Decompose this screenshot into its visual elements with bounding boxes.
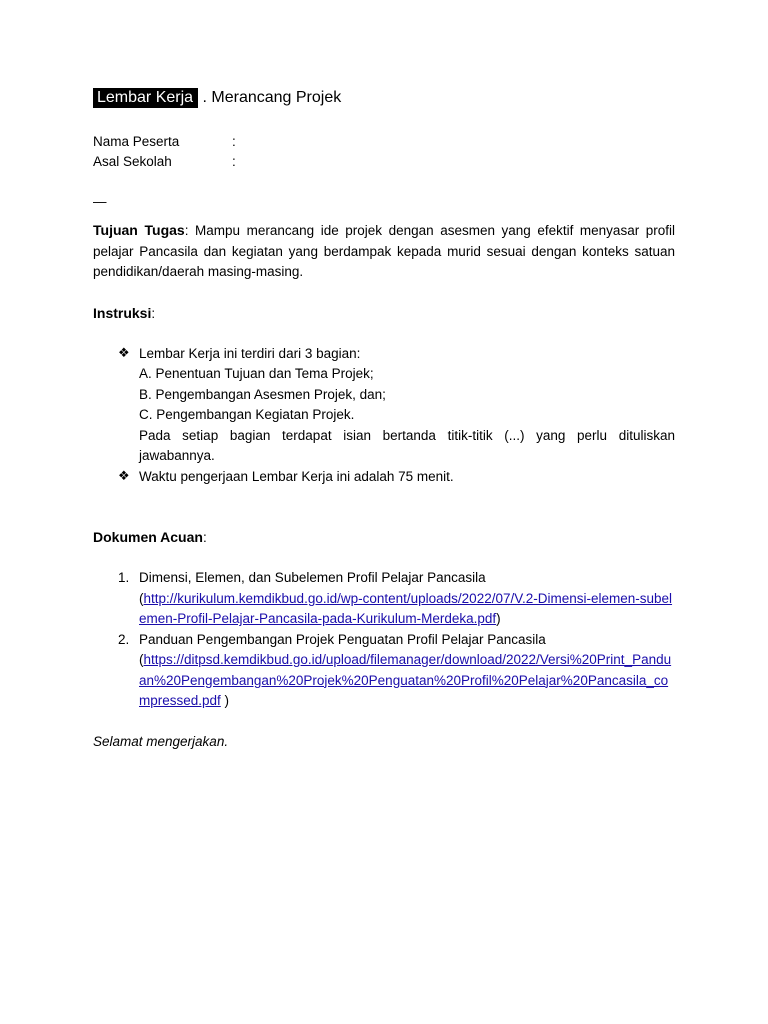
nama-peserta-label: Nama Peserta [93, 134, 180, 149]
instruksi-note: Pada setiap bagian terdapat isian bertanda titik-titik (...) yang perlu dituliskan jawabannya. [139, 427, 675, 463]
list-item [118, 467, 675, 488]
close-paren: ) [496, 611, 501, 626]
diamond-bullet-icon: ❖ [118, 345, 130, 361]
tujuan-label: Tujuan Tugas [93, 222, 185, 238]
instruksi-item-body: Waktu pengerjaan Lembar Kerja ini adalah 75 menit. [139, 468, 454, 484]
dokumen-heading [93, 527, 675, 548]
instruksi-line: A. Penentuan Tujuan dan Tema Projek; [139, 366, 374, 381]
diamond-bullet-icon: ❖ [118, 468, 130, 484]
list-item [118, 630, 675, 712]
identity-fields [93, 132, 675, 172]
reference-link-line [139, 589, 675, 630]
instruksi-line: B. Pengembangan Asesmen Projek, dan; [139, 386, 386, 402]
instruksi-list [93, 344, 675, 488]
tujuan-text: Mampu merancang ide projek dengan asesmen yang efektif menyasar profil pelajar Pancasila dan kegiatan yang berdampak kepada murid sesuai dengan konteks satuan pendidikan/daerah masing-masing. [93, 223, 676, 279]
instruksi-line: C. Pengembangan Kegiatan Projek. [139, 407, 355, 422]
identity-row-nama [93, 132, 675, 152]
identity-row-sekolah [93, 152, 675, 172]
list-item [118, 344, 675, 467]
reference-body [139, 630, 675, 712]
reference-link[interactable]: https://ditpsd.kemdikbud.go.id/upload/filemanager/download/2022/Versi%20Print_Panduan%20Pengembangan%20Projek%20Penguatan%20Profil%20Pelajar%20Pancasila_compressed.pdf [139, 652, 672, 708]
open-paren: ( [139, 590, 144, 606]
title-highlight: Lembar Kerja [93, 88, 198, 108]
divider-dash: — [93, 194, 107, 209]
instruksi-item-body [139, 344, 675, 467]
worksheet-page [93, 86, 675, 752]
open-paren: ( [139, 652, 144, 667]
instruksi-line: Lembar Kerja ini terdiri dari 3 bagian: [139, 345, 361, 361]
instruksi-colon: : [151, 305, 156, 321]
title-text: . Merancang Projek [202, 89, 342, 106]
dokumen-label: Dokumen Acuan [93, 529, 203, 545]
instruksi-heading [93, 303, 675, 324]
nama-peserta-colon: : [232, 134, 236, 149]
list-item [118, 568, 675, 630]
reference-number: 2. [118, 631, 130, 647]
closing-text: Selamat mengerjakan. [93, 733, 229, 749]
reference-title: Dimensi, Elemen, dan Subelemen Profil Pelajar Pancasila [139, 570, 486, 585]
reference-body [139, 568, 675, 630]
reference-title: Panduan Pengembangan Projek Penguatan Profil Pelajar Pancasila [139, 631, 546, 647]
tujuan-paragraph [93, 220, 675, 283]
page-title [93, 86, 675, 110]
reference-link-line [139, 650, 675, 712]
reference-number: 1. [118, 570, 130, 585]
asal-sekolah-label: Asal Sekolah [93, 154, 172, 169]
reference-list [93, 568, 675, 712]
tujuan-colon: : [184, 223, 189, 238]
instruksi-label: Instruksi [93, 304, 152, 321]
dokumen-colon: : [202, 530, 207, 545]
close-paren: ) [220, 693, 230, 708]
asal-sekolah-colon: : [232, 154, 236, 169]
reference-link[interactable]: http://kurikulum.kemdikbud.go.id/wp-content/uploads/2022/07/V.2-Dimensi-elemen-subelemen-Profil-Pelajar-Pancasila-pada-Kurikulum-Merdeka.pdf [139, 590, 673, 626]
